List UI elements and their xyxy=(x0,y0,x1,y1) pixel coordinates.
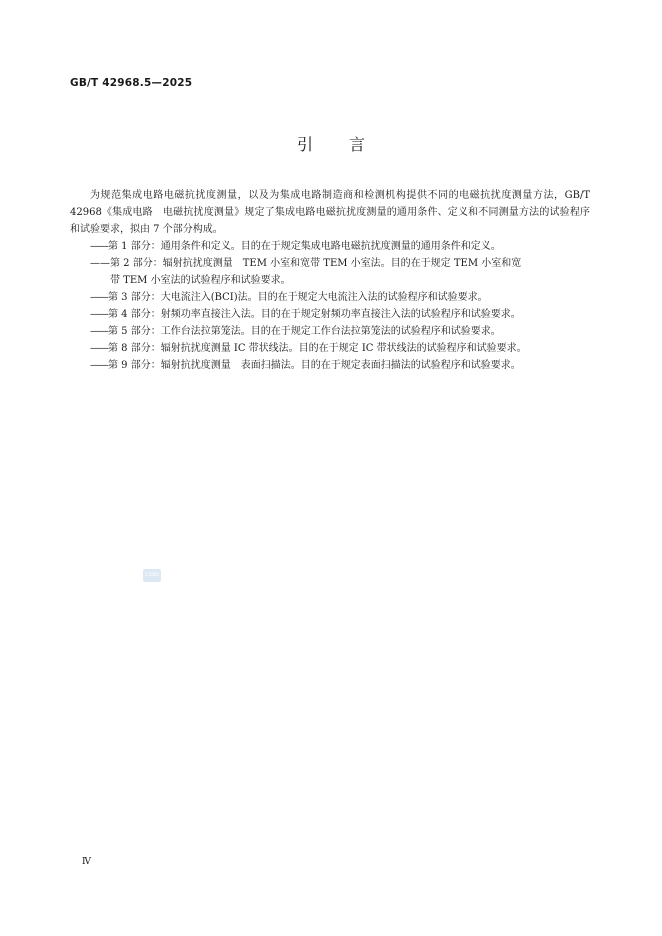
page-number: Ⅳ xyxy=(82,857,91,867)
section-title: 引言 xyxy=(296,135,401,154)
list-item-text: 第 9 部分：辐射抗扰度测量 表面扫描法。目的在于规定表面扫描法的试验程序和试验要求。 xyxy=(108,360,521,371)
list-item-part-2 xyxy=(70,255,590,289)
intro-paragraph: 为规范集成电路电磁抗扰度测量，以及为集成电路制造商和检测机构提供不同的电磁抗扰度测量方法，GB/T 42968《集成电路 电磁抗扰度测量》规定了集成电路电磁抗扰度测量的通用条件、定义和不同测量方法的试验程序和试验要求，拟由 7 个部分构成。 xyxy=(70,190,590,235)
list-item-part-4 xyxy=(70,306,590,323)
list-item-continuation: 带 TEM 小室法的试验程序和试验要求。 xyxy=(110,275,291,286)
em-dash: —— xyxy=(90,360,108,371)
em-dash: —— xyxy=(90,309,108,320)
list-item-part-8 xyxy=(70,340,590,357)
em-dash: —— xyxy=(90,326,108,337)
list-item-text: 第 8 部分：辐射抗扰度测量 IC 带状线法。目的在于规定 IC 带状线法的试验程序和试验要求。 xyxy=(108,343,527,354)
list-item-text: 第 2 部分：辐射抗扰度测量 TEM 小室和宽带 TEM 小室法。目的在于规定 TEM 小室和宽 xyxy=(110,258,522,269)
list-item-part-5 xyxy=(70,323,590,340)
list-item-text: 第 1 部分：通用条件和定义。目的在于规定集成电路电磁抗扰度测量的通用条件和定义。 xyxy=(108,241,501,252)
em-dash: —— xyxy=(90,343,108,354)
em-dash: —— xyxy=(90,258,110,269)
list-item-text: 第 4 部分：射频功率直接注入法。目的在于规定射频功率直接注入法的试验程序和试验要求。 xyxy=(108,309,521,320)
em-dash: —— xyxy=(90,292,108,303)
list-item-first-line xyxy=(90,255,590,272)
list-item-text: 第 5 部分：工作台法拉第笼法。目的在于规定工作台法拉第笼法的试验程序和试验要求。 xyxy=(108,326,501,337)
em-dash: —— xyxy=(90,241,108,252)
list-item-text: 第 3 部分：大电流注入(BCI)法。目的在于规定大电流注入法的试验程序和试验要求。 xyxy=(108,292,488,303)
cssn-watermark-logo: CSSN xyxy=(143,569,161,582)
body-text xyxy=(70,187,590,374)
list-item-part-1 xyxy=(70,238,590,255)
list-item-part-9 xyxy=(70,357,590,374)
standard-code-header: GB/T 42968.5—2025 xyxy=(70,77,193,89)
list-item-part-3 xyxy=(70,289,590,306)
